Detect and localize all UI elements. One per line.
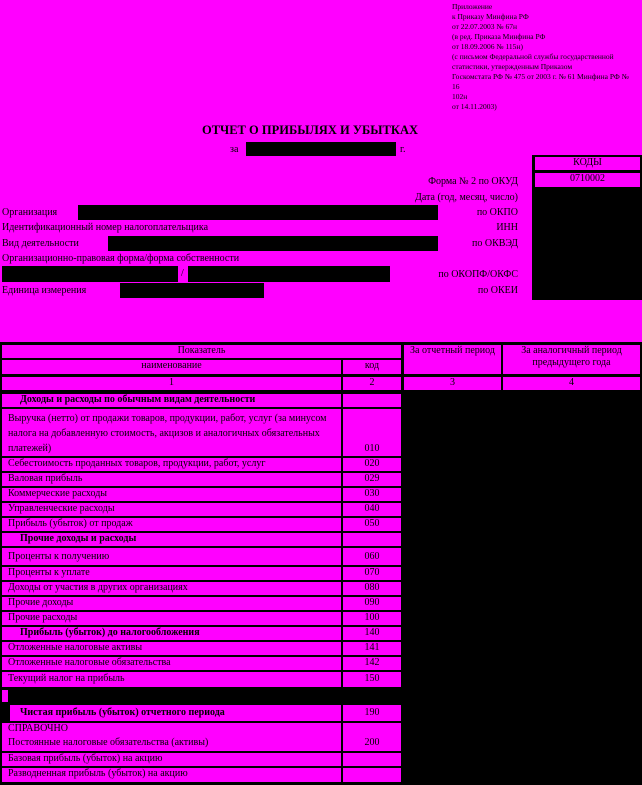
row-current-tax-code: 150 <box>343 672 401 687</box>
th-code: код <box>343 360 401 374</box>
form-bottom-band <box>0 300 642 342</box>
th-num-3: 3 <box>404 377 501 390</box>
row-current-tax: Текущий налог на прибыль <box>2 672 341 687</box>
row-stub <box>2 690 8 702</box>
th-current-period: За отчетный период <box>404 345 501 374</box>
inn-code-label: ИНН <box>496 222 518 233</box>
unit-field[interactable] <box>120 283 264 298</box>
row-deferred-assets-code: 141 <box>343 642 401 655</box>
org-field[interactable] <box>78 205 438 220</box>
th-prev-period: За аналогичный период предыдущего года <box>503 345 640 374</box>
row-other-income-code: 090 <box>343 597 401 610</box>
codes-header: КОДЫ <box>535 157 640 170</box>
th-num-1: 1 <box>2 377 341 390</box>
row-commercial: Коммерческие расходы <box>2 488 341 501</box>
row-interest-received-code: 060 <box>343 548 401 565</box>
legal-form-field-right[interactable] <box>188 266 390 282</box>
row-net-profit: Чистая прибыль (убыток) отчетного периода <box>10 705 341 721</box>
row-sales-profit: Прибыль (убыток) от продаж <box>2 518 341 531</box>
th-num-4: 4 <box>503 377 640 390</box>
appendix-line: от 14.11.2003) <box>452 102 497 111</box>
row-deferred-liabilities-code: 142 <box>343 657 401 670</box>
row-section-ordinary: Доходы и расходы по обычным видам деятельности <box>2 394 341 407</box>
activity-field[interactable] <box>108 236 438 251</box>
period-prefix: за <box>230 144 239 155</box>
row-other-income: Прочие доходы <box>2 597 341 610</box>
appendix-line: Госкомстата РФ № 475 от 2003 г. № 61 Минфина РФ № 16 <box>452 72 629 91</box>
appendix-line: от 18.09.2006 № 115н) <box>452 42 523 51</box>
appendix-line: Приложение <box>452 2 493 11</box>
row-basic-eps-code <box>343 753 401 766</box>
row-diluted-eps: Разводненная прибыль (убыток) на акцию <box>2 768 341 782</box>
okved-label: по ОКВЭД <box>472 238 518 249</box>
row-gross-profit: Валовая прибыль <box>2 473 341 486</box>
legal-form-slash: / <box>181 268 184 279</box>
period-suffix: г. <box>400 144 406 155</box>
inn-label: Идентификационный номер налогоплательщика <box>2 222 209 233</box>
unit-label: Единица измерения <box>2 285 87 296</box>
row-basic-eps: Базовая прибыль (убыток) на акцию <box>2 753 341 766</box>
okpo-label: по ОКПО <box>476 207 518 218</box>
row-net-profit-code: 190 <box>343 705 401 721</box>
activity-label: Вид деятельности <box>2 238 79 249</box>
th-num-2: 2 <box>343 377 401 390</box>
row-interest-paid: Проценты к уплате <box>2 567 341 580</box>
row-revenue: Выручка (нетто) от продажи товаров, продукции, работ, услуг (за минусом налога на добавленную стоимость, акцизов и аналогичных обязательных платежей) <box>2 409 341 456</box>
appendix-note <box>452 2 638 112</box>
row-admin: Управленческие расходы <box>2 503 341 516</box>
row-interest-received: Проценты к получению <box>2 548 341 565</box>
form-code-cell: 0710002 <box>535 173 640 187</box>
appendix-line: к Приказу Минфина РФ <box>452 12 529 21</box>
row-gross-profit-code: 029 <box>343 473 401 486</box>
row-interest-paid-code: 070 <box>343 567 401 580</box>
org-label: Организация <box>2 207 58 218</box>
appendix-line: (в ред. Приказа Минфина РФ <box>452 32 546 41</box>
appendix-line: статистики, утвержденным Приказом <box>452 62 573 71</box>
period-field[interactable] <box>246 142 396 156</box>
row-other-expenses: Прочие расходы <box>2 612 341 625</box>
row-reference: СПРАВОЧНО <box>2 723 341 736</box>
th-name: наименование <box>2 360 341 374</box>
date-label: Дата (год, месяц, число) <box>415 192 518 203</box>
appendix-line: от 22.07.2003 № 67н <box>452 22 517 31</box>
appendix-line: 102н <box>452 92 468 101</box>
form-label: Форма № 2 по ОКУД <box>428 176 518 187</box>
row-sales-profit-code: 050 <box>343 518 401 531</box>
row-pretax-profit-code: 140 <box>343 627 401 640</box>
row-participation: Доходы от участия в других организациях <box>2 582 341 595</box>
row-commercial-code: 030 <box>343 488 401 501</box>
row-pretax-profit: Прибыль (убыток) до налогообложения <box>2 627 341 640</box>
page-title: ОТЧЕТ О ПРИБЫЛЯХ И УБЫТКАХ <box>201 123 418 137</box>
legal-form-field-left[interactable] <box>2 266 178 282</box>
legal-form-label: Организационно-правовая форма/форма собственности <box>2 253 240 264</box>
row-participation-code: 080 <box>343 582 401 595</box>
row-permanent-tax-code: 200 <box>343 723 401 751</box>
row-section-other: Прочие доходы и расходы <box>2 533 341 546</box>
row-deferred-assets: Отложенные налоговые активы <box>2 642 341 655</box>
okopf-label: по ОКОПФ/ОКФС <box>438 269 518 280</box>
row-other-expenses-code: 100 <box>343 612 401 625</box>
row-admin-code: 040 <box>343 503 401 516</box>
okei-label: по ОКЕИ <box>477 285 518 296</box>
row-code-empty <box>343 533 401 546</box>
th-indicator: Показатель <box>2 345 401 358</box>
appendix-line: (с письмом Федеральной службы государственной <box>452 52 614 61</box>
row-deferred-liabilities: Отложенные налоговые обязательства <box>2 657 341 670</box>
row-diluted-eps-code <box>343 768 401 782</box>
row-revenue-code: 010 <box>343 409 401 456</box>
row-permanent-tax: Постоянные налоговые обязательства (активы) <box>2 736 341 751</box>
row-code-empty <box>343 394 401 407</box>
row-cost: Себестоимость проданных товаров, продукции, работ, услуг <box>2 458 341 471</box>
row-cost-code: 020 <box>343 458 401 471</box>
